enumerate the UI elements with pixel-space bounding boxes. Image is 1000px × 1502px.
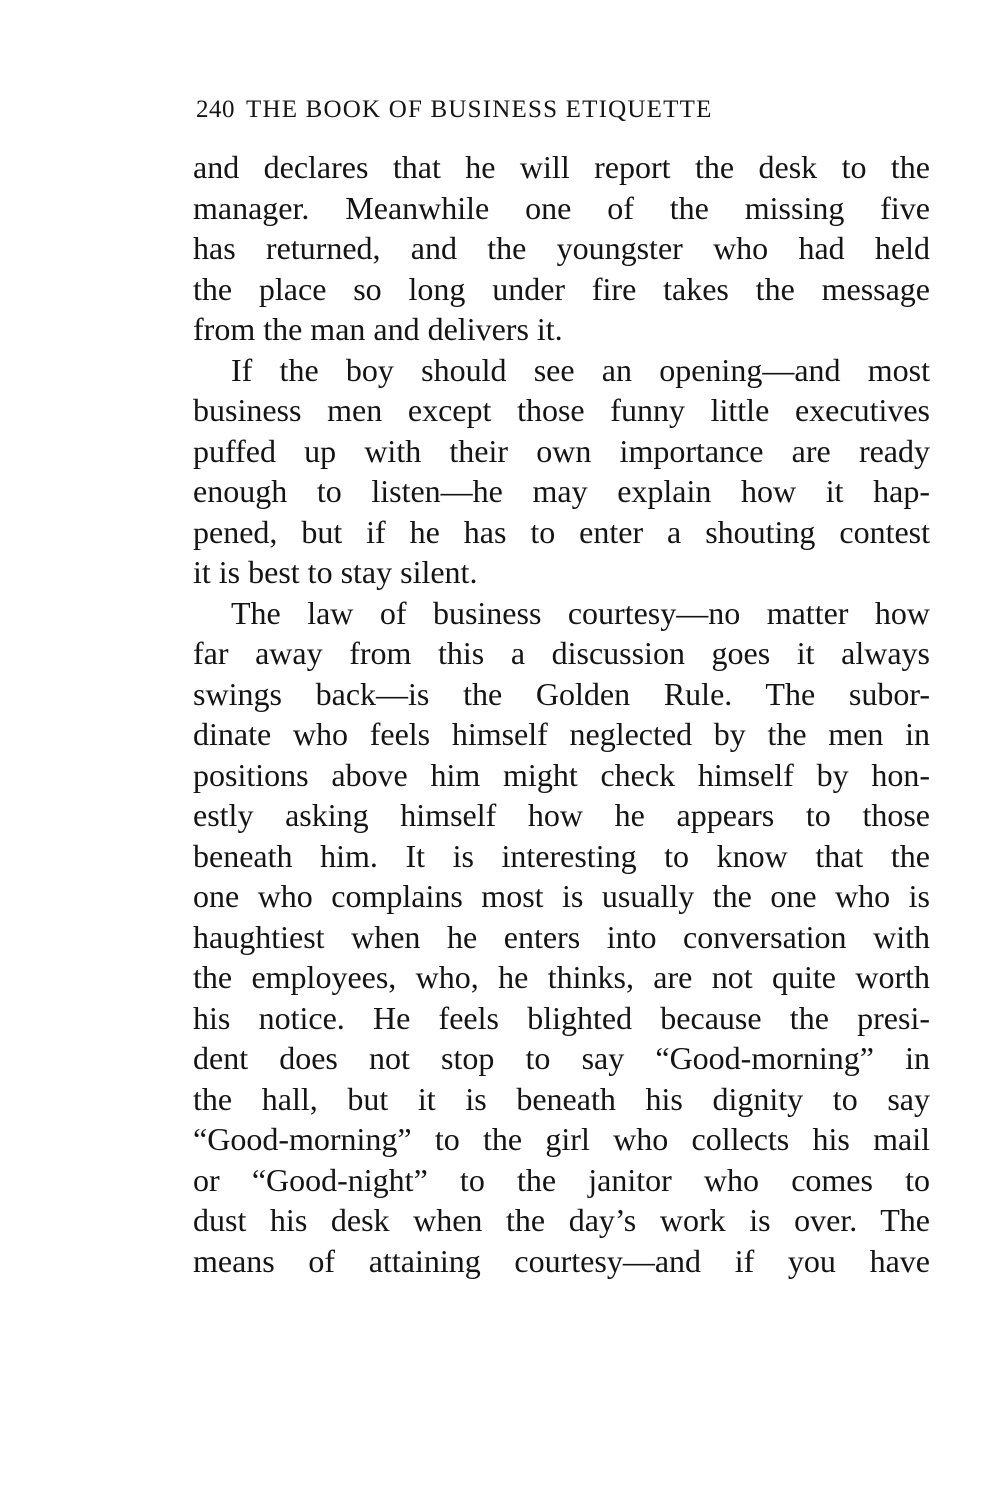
text-line: the hall, but it is beneath his dignity to say <box>193 1080 930 1117</box>
text-line: the employees, who, he thinks, are not quite worth <box>193 959 930 995</box>
paragraph-1 <box>193 147 930 350</box>
text-line: one who complains most is usually the one who is <box>193 878 930 914</box>
text-line: has returned, and the youngster who had held <box>193 230 930 266</box>
text-line: dinate who feels himself neglected by the men in <box>193 716 930 752</box>
text-line: haughtiest when he enters into conversation with <box>193 918 930 955</box>
text-line: it is best to stay silent. <box>193 554 478 590</box>
page-number: 240 <box>196 96 235 123</box>
text-line: business men except those funny little executives <box>193 392 930 428</box>
text-line: If the boy should see an opening—and most <box>231 351 930 388</box>
text-line: and declares that he will report the desk to the <box>193 149 930 185</box>
text-line: means of attaining courtesy—and if you have <box>193 1242 930 1279</box>
text-line: his notice. He feels blighted because the presi- <box>193 999 930 1036</box>
text-line: pened, but if he has to enter a shouting contest <box>193 513 930 550</box>
text-line: the place so long under fire takes the message <box>193 270 930 307</box>
text-line: puffed up with their own importance are ready <box>193 432 930 469</box>
text-line: from the man and delivers it. <box>193 311 563 347</box>
text-line: far away from this a discussion goes it always <box>193 635 930 671</box>
text-line: manager. Meanwhile one of the missing five <box>193 189 930 226</box>
text-line: or “Good-night” to the janitor who comes to <box>193 1161 930 1198</box>
text-line: “Good-morning” to the girl who collects his mail <box>193 1121 930 1157</box>
text-line: swings back—is the Golden Rule. The subor- <box>193 675 930 712</box>
paragraph-3 <box>193 593 930 1282</box>
text-line: estly asking himself how he appears to those <box>193 797 930 833</box>
text-line: enough to listen—he may explain how it hap- <box>193 473 930 509</box>
text-line: beneath him. It is interesting to know that the <box>193 837 930 874</box>
text-line: dent does not stop to say “Good-morning” in <box>193 1040 930 1076</box>
running-title: THE BOOK OF BUSINESS ETIQUETTE <box>246 96 713 123</box>
paragraph-2 <box>193 350 930 593</box>
body-text <box>193 147 930 1281</box>
text-line: positions above him might check himself by hon- <box>193 756 930 793</box>
text-line: The law of business courtesy—no matter how <box>231 594 930 631</box>
running-head <box>196 96 932 130</box>
text-line: dust his desk when the day’s work is over. The <box>193 1202 930 1238</box>
